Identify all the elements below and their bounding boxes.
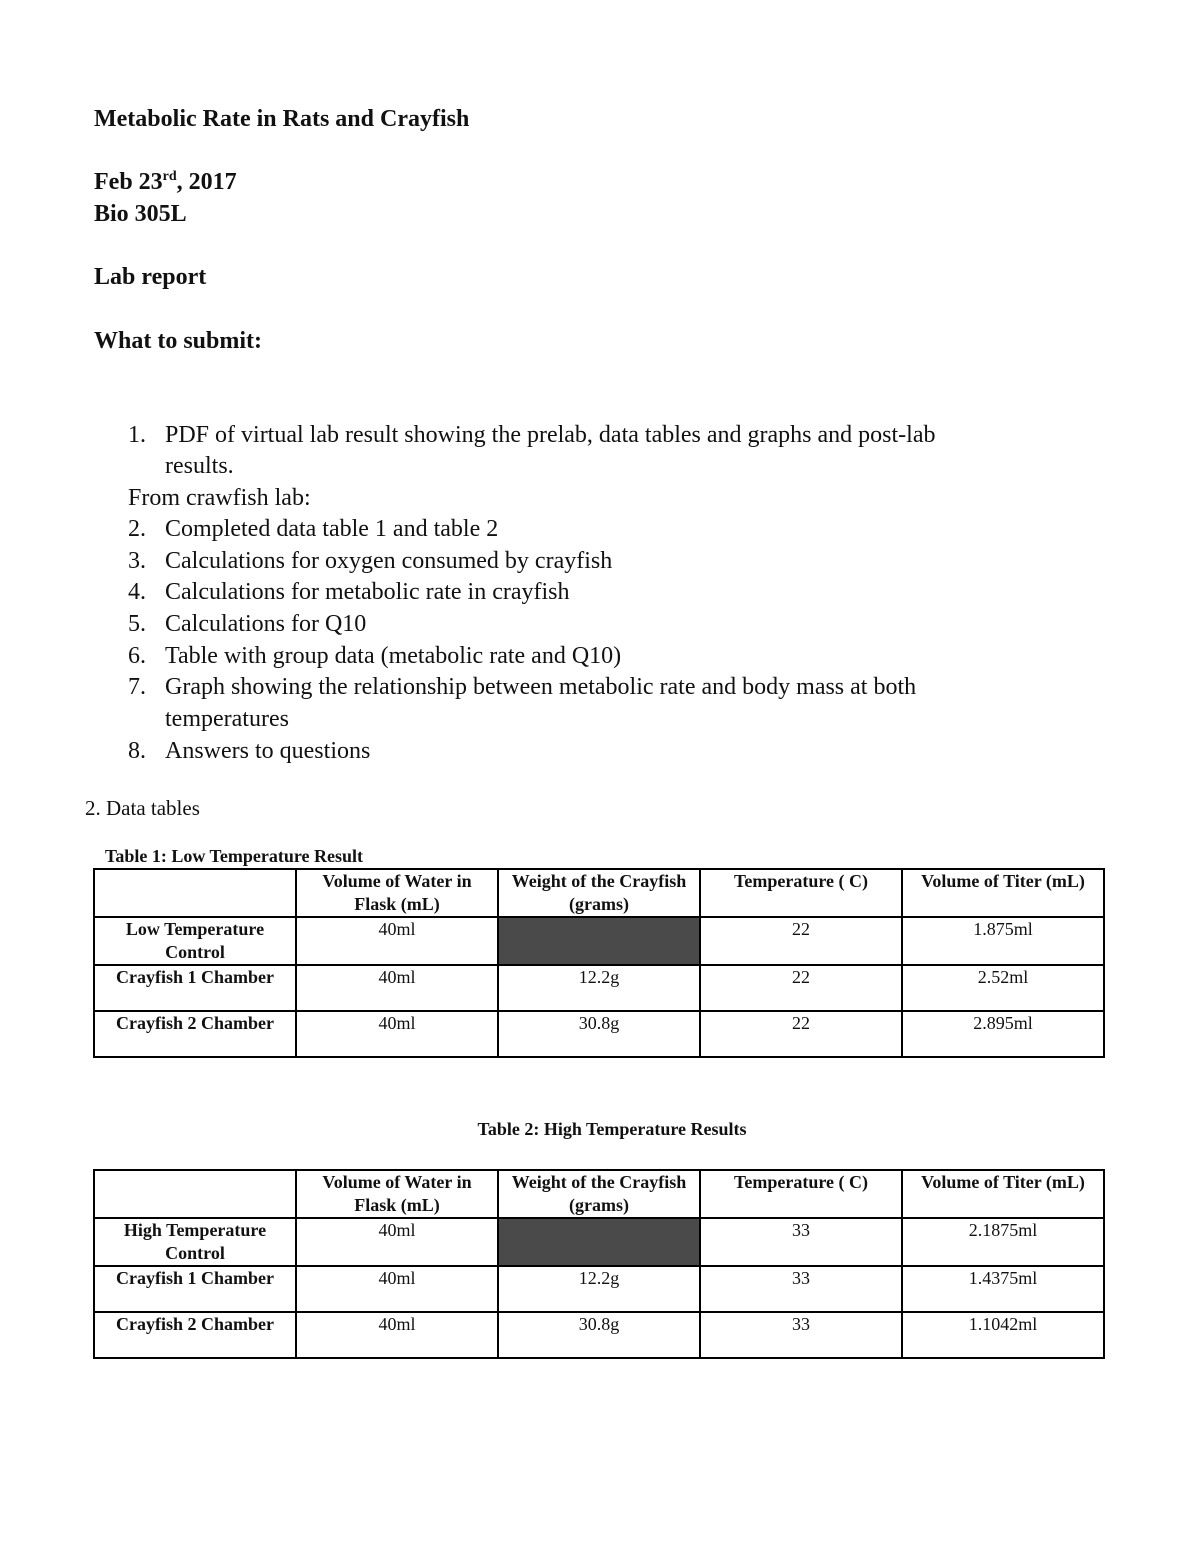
date-prefix: Feb 23 [94,169,163,195]
list-item-continuation [0,451,1200,482]
table-row [94,965,1104,1011]
table-cell: 33 [700,1266,902,1312]
list-number: 4. [128,579,146,605]
report-date [94,167,237,197]
course-code: Bio 305L [94,201,187,227]
column-header: Volume of Water in Flask (mL) [296,869,498,917]
table-cell: 30.8g [498,1312,700,1358]
row-label: High Temperature Control [94,1218,296,1266]
list-text: Calculations for metabolic rate in crayfish [165,579,570,605]
table-cell: 40ml [296,1266,498,1312]
table-cell: 33 [700,1312,902,1358]
table-cell: 40ml [296,917,498,965]
list-text: Answers to questions [165,738,371,764]
list-number: 7. [128,674,146,700]
column-header: Volume of Titer (mL) [902,869,1104,917]
list-text: PDF of virtual lab result showing the prelab, data tables and graphs and post-lab [165,422,936,448]
row-label: Low Temperature Control [94,917,296,965]
table-cell: 30.8g [498,1011,700,1057]
list-item [0,577,1200,608]
column-header: Temperature ( C) [700,869,902,917]
table-cell: 1.4375ml [902,1266,1104,1312]
row-label: Crayfish 1 Chamber [94,965,296,1011]
list-text: Table with group data (metabolic rate and Q10) [165,643,622,669]
list-item [0,420,1200,451]
table-cell: 22 [700,965,902,1011]
column-header: Volume of Water in Flask (mL) [296,1170,498,1218]
list-item [0,546,1200,577]
table-header-row [94,869,1104,917]
shaded-cell [498,917,700,965]
table-cell: 1.1042ml [902,1312,1104,1358]
submit-heading: What to submit: [94,328,263,354]
list-number: 6. [128,643,146,669]
list-item-continuation [0,704,1200,735]
list-subheading [0,483,1200,514]
row-label: Crayfish 2 Chamber [94,1011,296,1057]
table2 [93,1169,1105,1359]
table-cell: 2.52ml [902,965,1104,1011]
list-text: Graph showing the relationship between metabolic rate and body mass at both [165,674,917,700]
list-text: results. [165,453,234,479]
table-cell: 40ml [296,965,498,1011]
list-text: Calculations for Q10 [165,611,367,637]
row-label: Crayfish 1 Chamber [94,1266,296,1312]
table-cell: 1.875ml [902,917,1104,965]
table-cell: 22 [700,1011,902,1057]
list-subheading-text: From crawfish lab: [128,485,311,511]
list-text: temperatures [165,706,289,732]
table-cell: 2.1875ml [902,1218,1104,1266]
section-heading: 2. Data tables [85,796,200,820]
list-item [0,641,1200,672]
list-item [0,672,1200,703]
table-cell: 33 [700,1218,902,1266]
column-header: Weight of the Crayfish (grams) [498,869,700,917]
list-number: 3. [128,548,146,574]
table-row [94,917,1104,965]
list-item [0,736,1200,767]
date-suffix: , 2017 [176,169,237,195]
list-text: Completed data table 1 and table 2 [165,516,499,542]
list-item [0,609,1200,640]
table-cell: 12.2g [498,1266,700,1312]
table-row [94,1266,1104,1312]
list-text: Calculations for oxygen consumed by crayfish [165,548,613,574]
table-cell: 22 [700,917,902,965]
table-row [94,1218,1104,1266]
column-header [94,1170,296,1218]
list-number: 2. [128,516,146,542]
shaded-cell [498,1218,700,1266]
table1-caption: Table 1: Low Temperature Result [105,846,364,866]
document-title: Metabolic Rate in Rats and Crayfish [94,106,470,132]
table-cell: 12.2g [498,965,700,1011]
row-label: Crayfish 2 Chamber [94,1312,296,1358]
table-cell: 40ml [296,1011,498,1057]
date-superscript: rd [162,169,177,184]
table-cell: 40ml [296,1218,498,1266]
report-label: Lab report [94,264,207,290]
list-number: 5. [128,611,146,637]
table1 [93,868,1105,1058]
table-row [94,1011,1104,1057]
list-item [0,514,1200,545]
list-number: 8. [128,738,146,764]
column-header: Temperature ( C) [700,1170,902,1218]
table-cell: 2.895ml [902,1011,1104,1057]
table-row [94,1312,1104,1358]
table-cell: 40ml [296,1312,498,1358]
table2-caption: Table 2: High Temperature Results [477,1119,747,1139]
column-header [94,869,296,917]
list-number: 1. [128,422,146,448]
column-header: Volume of Titer (mL) [902,1170,1104,1218]
table-header-row [94,1170,1104,1218]
column-header: Weight of the Crayfish (grams) [498,1170,700,1218]
